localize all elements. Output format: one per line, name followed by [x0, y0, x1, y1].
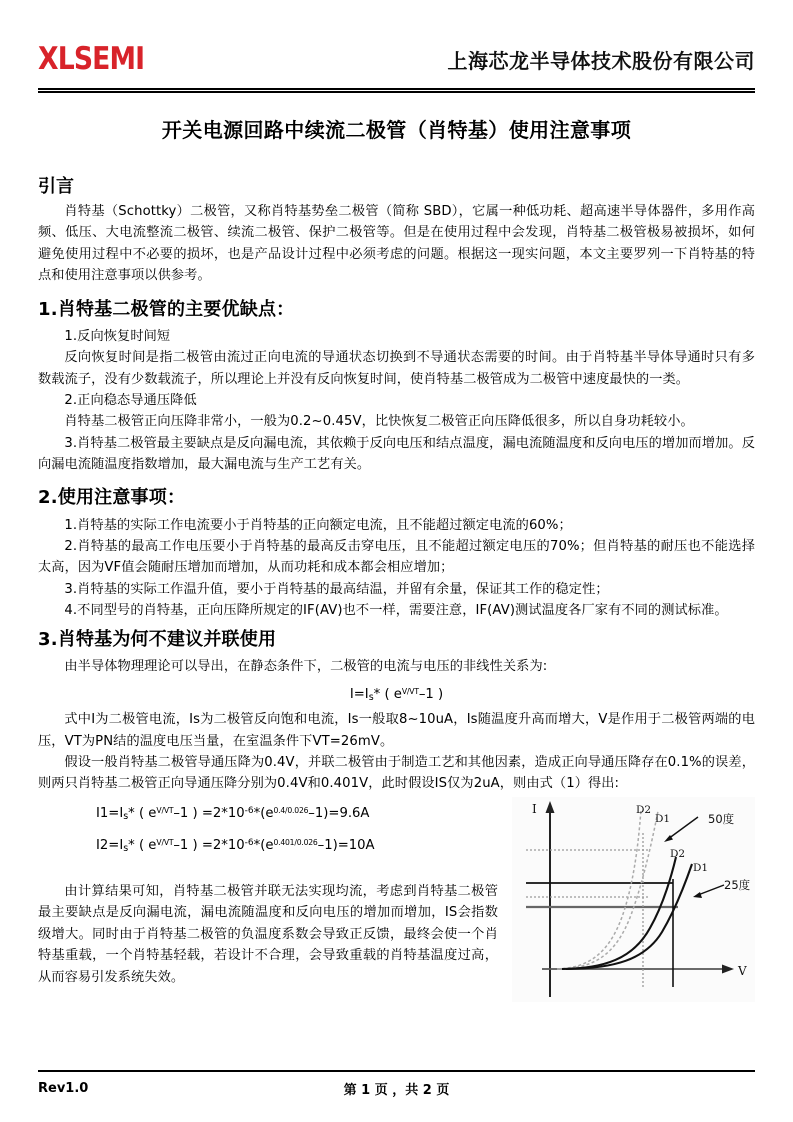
equation-i2-tail3: –1)=10A: [317, 837, 375, 853]
iv-characteristic-figure: [512, 797, 755, 1002]
section-2-item-3: 3.肖特基的实际工作温升值，要小于肖特基的最高结温，并留有余量，保证其工作的稳定性；: [64, 581, 609, 597]
section-3-heading: 3.肖特基为何不建议并联使用: [38, 628, 277, 650]
formula-lhs: I=I: [349, 687, 369, 703]
y-axis-arrow: [546, 801, 555, 813]
annotation-arrow-50deg: [668, 817, 698, 839]
header-divider-line-bottom: [38, 91, 755, 93]
header-divider-line-top: [38, 88, 755, 90]
document-body: [38, 172, 755, 1008]
equation-i2-exponent2: 0.401/0.026: [273, 838, 318, 848]
curve-label-d1-50deg: D1: [655, 812, 671, 825]
annotation-label-50deg: 50度: [708, 811, 735, 826]
section-1-heading: 1.肖特基二极管的主要优缺点：: [38, 298, 295, 320]
footer-divider: [38, 1070, 755, 1072]
section-3-assumption: 假设一般肖特基二极管导通压降为0.4V，并联二极管由于制造工艺和其他因素，造成正向导通压降存在0.1%的误差，则两只肖特基二极管正向导通压降分别为0.4V和0.401V，此时假设IS仅为2uA，则由式（1）得出:: [38, 755, 755, 792]
curve-label-d2-25deg: D2: [670, 847, 686, 860]
section-2-heading: 2.使用注意事项：: [38, 487, 186, 509]
formula-exponent: V/VT: [401, 687, 419, 697]
section-1-item-3: 2.正向稳态导通压降低: [64, 392, 197, 408]
equation-i1-mid: * ( e: [128, 805, 157, 821]
equation-i2-label: I2=I: [96, 837, 124, 853]
iv-curve-svg: [512, 797, 755, 1002]
intro-paragraph: 肖特基（Schottky）二极管，又称肖特基势垒二极管（简称 SBD），它属一种低功耗、超高速半导体器件，多用作高频、低压、大电流整流二极管、续流二极管、保护二极管等。但是在使用过程中会发现，肖特基二极管极易被损坏，如何避免使用过程中不必要的损坏，也是产品设计过程中必须考虑的问题。根据这一现实问题，本文主要罗列一下肖特基的特点和使用注意事项以供参考。: [38, 204, 755, 284]
section-1-item-4: 肖特基二极管正向压降非常小，一般为0.2~0.45V，比快恢复二极管正向压降低很多，所以自身功耗较小。: [64, 414, 694, 430]
equation-i2-exponent: V/VT: [156, 838, 174, 848]
section-3-conclusion: 由计算结果可知，肖特基二极管并联无法实现均流，考虑到肖特基二极管最主要缺点是反向漏电流，漏电流随温度和反向电压的增加而增加，IS会指数级增大。同时由于肖特基二极管的负温度系数会导致正反馈，最终会使一个肖特基重载，一个肖特基轻载，若设计不合理，会导致重载的肖特基温度过高，从而容易引发系统失效。: [38, 884, 498, 985]
formula-sub: s: [368, 692, 374, 704]
equation-i1-sub: s: [123, 810, 129, 822]
curve-label-d2-50deg: D2: [636, 803, 652, 816]
annotation-arrow-25deg: [698, 885, 724, 895]
figure-and-equations-flow: [38, 795, 755, 1008]
equation-i2-mid: * ( e: [128, 837, 157, 853]
company-name: 上海芯龙半导体技术股份有限公司: [447, 48, 755, 73]
section-1-item-5: 3.肖特基二极管最主要缺点是反向漏电流，其依赖于反向电压和结点温度，漏电流随温度和反向电压的增加而增加。反向漏电流随温度指数增加，最大漏电流与生产工艺有关。: [38, 435, 755, 473]
section-3-lead: 由半导体物理理论可以导出，在静态条件下，二极管的电流与电压的非线性关系为:: [64, 658, 548, 674]
intro-heading: 引言: [38, 176, 74, 197]
y-axis-label: I: [532, 801, 537, 816]
equation-i1-exponent2: 0.4/0.026: [273, 806, 309, 816]
formula-diode-equation: [38, 687, 755, 703]
section-3-variables: 式中I为二极管电流，Is为二极管反向饱和电流，Is一般取8~10uA，Is随温度升高而增大，V是作用于二极管两端的电压，VT为PN结的温度电压当量，在室温条件下VT=26mV。: [38, 712, 755, 749]
annotation-label-25deg: 25度: [724, 877, 751, 892]
section-2-item-2: 2.肖特基的最高工作电压要小于肖特基的最高反击穿电压，且不能超过额定电压的70%；但肖特基的耐压也不能选择太高，因为VF值会随耐压增加而增加，从而功耗和成本都会相应增加；: [38, 539, 755, 576]
equation-i2-tail2: *(e: [253, 837, 274, 853]
formula-mid: * ( e: [373, 687, 402, 703]
x-axis-label: V: [738, 963, 747, 978]
section-2-item-1: 1.肖特基的实际工作电流要小于肖特基的正向额定电流，且不能超过额定电流的60%；: [64, 517, 572, 533]
x-axis-arrow: [722, 964, 734, 973]
equation-i1-power: -6: [244, 805, 254, 816]
page-footer: [38, 1076, 755, 1100]
company-logo: XLSEMI: [38, 40, 145, 77]
equation-i2-sub: s: [123, 843, 129, 855]
section-1-item-2: 反向恢复时间是指二极管由流过正向电流的导通状态切换到不导通状态需要的时间。由于肖特基半导体导通时只有多数载流子，没有少数载流子，所以理论上并没有反向恢复时间，使肖特基二极管成为二极管中速度最快的一类。: [38, 350, 755, 387]
equation-i2-tail: –1 ) =2*10: [173, 837, 245, 853]
page-header: [38, 32, 755, 86]
section-1-item-1: 1.反向恢复时间短: [64, 328, 171, 344]
equation-i1-tail3: –1)=9.6A: [308, 805, 370, 821]
curve-d2-25deg: [562, 857, 676, 969]
equation-i1-exponent: V/VT: [156, 806, 174, 816]
formula-rhs: –1 ): [418, 687, 444, 703]
footer-revision: Rev1.0: [38, 1080, 89, 1096]
equation-i1-label: I1=I: [96, 805, 124, 821]
annotation-arrowhead-25deg: [693, 892, 702, 898]
equation-i1-tail2: *(e: [253, 805, 274, 821]
footer-page-number: 第 1 页 ，共 2 页: [343, 1082, 450, 1098]
section-2-item-4: 4.不同型号的肖特基，正向压降所规定的IF(AV)也不一样，需要注意，IF(AV)测试温度各厂家有不同的测试标准。: [64, 603, 728, 619]
header-divider: [38, 88, 755, 93]
equation-i2-power: -6: [244, 837, 254, 848]
equation-i1-tail: –1 ) =2*10: [173, 805, 245, 821]
document-title: 开关电源回路中续流二极管（肖特基）使用注意事项: [161, 118, 632, 142]
curve-d2-50deg: [557, 809, 641, 969]
curve-label-d1-25deg: D1: [693, 861, 709, 874]
